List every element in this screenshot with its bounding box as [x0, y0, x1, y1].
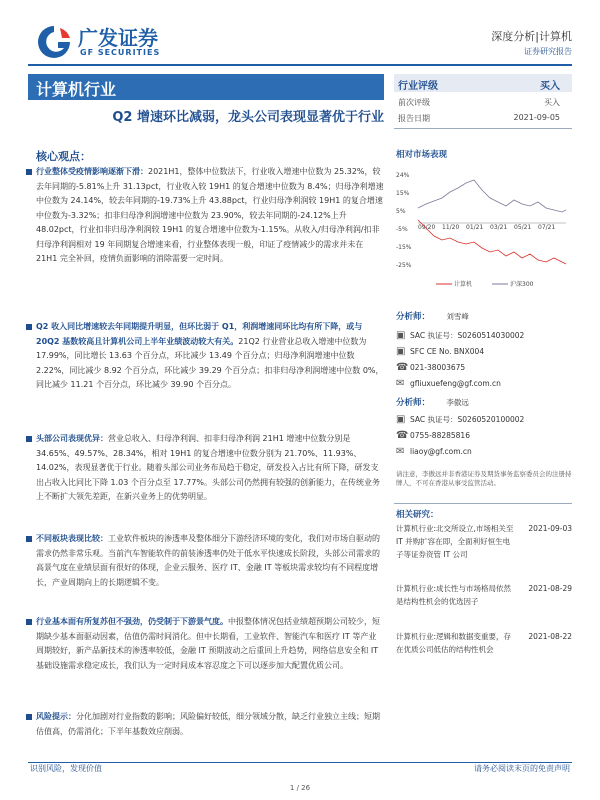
header-divider [28, 64, 572, 66]
x-tick-label: 07/21 [538, 224, 556, 231]
analyst-1-row [396, 310, 572, 322]
bullet-icon [26, 714, 32, 720]
phone-icon: ☎ [396, 430, 409, 441]
date-value: 2021-09-05 [513, 113, 560, 122]
para-lead: Q2 收入同比增速较去年同期提升明显，但环比弱于 Q1，利润增速同环比均有所下降，或与 20Q2 基数较高且计算机公司上半年业绩波动较大有关。 [36, 322, 363, 346]
legend-csi300: 沪深300 [510, 281, 534, 288]
para-text: 分化加剧对行业指数的影响；风险偏好较低，细分领域分散，缺乏行业独立主线；短期估值高，仍需消化；下半年基数效应削弱。 [36, 712, 380, 736]
y-tick-label: 15% [396, 190, 410, 197]
x-tick-label: 03/21 [490, 224, 508, 231]
email-icon: ✉ [396, 378, 405, 389]
x-tick-label: 01/21 [466, 224, 484, 231]
analyst-2-sac: ▣ SAC 执证号：S0260520100002 [396, 414, 525, 425]
bullet-icon [26, 536, 32, 542]
related-item[interactable]: 计算机行业:北交所设立,市场相关至 IT 并购扩容在即，全面利好恒生电子等证券资管 IT 公司 2021-09-03 [396, 524, 572, 559]
footer-row [30, 763, 570, 774]
y-tick-label: -15% [396, 244, 412, 251]
x-tick-label: 05/21 [514, 224, 532, 231]
para-text: 中报整体情况包括业绩超预期公司较少，短期缺少基本面驱动因素，估值仍需时间消化。但中长期看，工业软件、智能汽车和医疗 IT 等产业周期较好，新产品新技术的渗透率较低，金融 IT 预期波动之后重回上升趋势，网络信息安全和 IT 基础设施需求稳定成长，我们认为一定时间成本容忍度之下可以逐步加大配置优质公司。 [36, 617, 380, 670]
para-lead: 不同板块表现比较： [36, 534, 108, 543]
y-tick-label: 5% [396, 208, 406, 215]
para-text: 21Q2 行业营业总收入增速中位数为 17.99%，同比增长 13.63 个百分点，环比减少 13.49 个百分点；归母净利润增速中位数 2.22%，同比减少 8.92 个百分点，环比减少 39.29 个百分点；扣非归母净利润增速中位数 0%，同比减少 11.21 个百分点，环比减少 39.90 个百分点。 [36, 336, 384, 389]
bullet-icon [26, 619, 32, 625]
rating-value: 买入 [540, 81, 560, 92]
rating-header [394, 74, 572, 92]
bullet-icon [26, 324, 32, 330]
bullet-icon [26, 436, 32, 442]
market-label: 相对市场表现 [396, 150, 448, 160]
brand-cn: 广发证券 [78, 26, 158, 50]
para-4 [36, 532, 384, 590]
report-subtitle: Q2 增速环比减弱，龙头公司表现显著优于行业 [112, 110, 384, 125]
report-type: 深度分析|计算机 [491, 30, 572, 43]
para-3 [36, 432, 384, 505]
prev-rating-label: 前次评级 [398, 98, 430, 107]
analyst-1-phone: ☎ 021-38003675 [396, 362, 466, 373]
disclaimer-note: 请注意，李傲远并非香港证券及期货事务监察委员会的注册持牌人，不可在香港从事受监管活动。 [396, 470, 572, 487]
bullet-icon [26, 169, 32, 175]
x-tick-label: 11/20 [442, 224, 460, 231]
analyst-name: 刘雪峰 [446, 312, 469, 321]
analyst-label: 分析师： [396, 312, 431, 322]
x-tick-label: 09/20 [418, 224, 436, 231]
para-lead: 风险提示： [36, 712, 76, 721]
rating-divider [394, 128, 572, 129]
id-card-icon: ▣ [396, 330, 406, 341]
footer-slogan: 识别风险，发现价值 [30, 764, 102, 773]
page-number: 1 / 26 [289, 784, 311, 792]
gf-logo-icon [34, 22, 74, 62]
email-icon: ✉ [396, 446, 405, 457]
footer-disclaimer: 请务必阅读末页的免责声明 [474, 764, 570, 773]
related-label: 相关研究： [396, 510, 439, 520]
report-category: 证券研究报告 [524, 47, 572, 56]
series-line-csi300 [418, 180, 566, 212]
market-chart [396, 168, 572, 294]
related-item[interactable]: 计算机行业:成长性与市场格局依然是结构性机会的优选因子 2021-08-29 [396, 584, 572, 606]
analyst-1-sac: ▣ SAC 执证号：S0260514030002 [396, 330, 525, 341]
analyst-1-sfc: ▣ SFC CE No. BNX004 [396, 346, 485, 357]
y-tick-label: -5% [396, 226, 408, 233]
para-5 [36, 615, 384, 673]
para-lead: 头部公司表现优异： [36, 434, 108, 443]
core-heading: 核心观点： [36, 150, 91, 163]
date-label: 报告日期 [398, 114, 430, 123]
related-item[interactable]: 计算机行业:逻辑和数据变重要，存在优质公司低估的结构性机会 2021-08-22 [396, 632, 572, 654]
phone-icon: ☎ [396, 362, 409, 373]
analyst-2-email[interactable]: ✉ liaoy@gf.com.cn [396, 446, 472, 457]
related-divider [394, 503, 572, 504]
brand-logo [34, 20, 204, 64]
id-card-icon: ▣ [396, 346, 406, 357]
para-1 [36, 165, 384, 267]
analyst-2-row [396, 396, 572, 408]
brand-en: GF SECURITIES [80, 48, 161, 57]
para-text: 2021H1，整体中位数法下，行业收入增速中位数为 25.32%，较去年同期的-5.81%上升 31.13pct，行业收入较 19H1 的复合增速中位数为 8.4%；归母净利增速中位数为 24.14%，较去年同期的-19.73%上升 43.88pct，行业归母净利润较 19H1 的复合增速中位数为-3.32%；扣非归母净利润增速中位数为 23.90%，较去年同期的-24.12%上升 48.02pct，行业扣非归母净利润较 19H1 的复合增速中位数为-1.15%。从收入/归母净利润/扣非归母净利润相对 19 年同期复合增速来看，行业整体表现一般，印证了疫情减少的需求并未在 21H1 完全补回，疫情负面影响的消除需要一定时间。 [36, 167, 384, 263]
para-6 [36, 710, 384, 739]
legend-computer: 计算机 [454, 281, 473, 288]
analyst-label: 分析师： [396, 398, 431, 408]
para-lead: 行业基本面有所复苏但不强劲，仍受制于下游景气度。 [36, 617, 228, 626]
y-tick-label: 24% [396, 172, 410, 179]
para-2 [36, 320, 384, 393]
analyst-2-phone: ☎ 0755-88285816 [396, 430, 470, 441]
prev-rating-value: 买入 [544, 98, 560, 107]
para-lead: 行业整体受疫情影响逐渐下滑： [36, 167, 148, 176]
para-text: 营业总收入、归母净利润、扣非归母净利润 21H1 增速中位数分别是 34.65%、49.57%、28.34%，相对 19H1 的复合增速中位数分别为 21.70%、11.93%、14.02%，表现显著优于行业。随着头部公司业务布局趋于稳定，研发投入占比有所下降，研发支出占收入比同比下降 1.03 个百分点至 17.77%。头部公司仍然拥有较强的创新能力，在传统业务上不断扩大领先差距，在新兴业务上的优势明显。 [36, 434, 380, 501]
para-text: 工业软件板块的渗透率及整体细分下游经济环境的变化，我们对市场自驱动的需求仍然非常乐观。当前汽车智能软件的前装渗透率仍处于低水平快速成长阶段，头部公司需求的高景气度在业绩层面有很好的体现，企业云服务、医疗 IT、金融 IT 等板块需求较均有不同程度增长，产业周期向上的长期逻辑不变。 [36, 534, 380, 587]
analyst-name: 李傲远 [446, 398, 469, 407]
analyst-1-email[interactable]: ✉ gfliuxuefeng@gf.com.cn [396, 378, 501, 389]
y-tick-label: -25% [396, 262, 412, 269]
rating-label: 行业评级 [398, 81, 438, 92]
id-card-icon: ▣ [396, 414, 406, 425]
page-title: 计算机行业 [28, 74, 384, 100]
